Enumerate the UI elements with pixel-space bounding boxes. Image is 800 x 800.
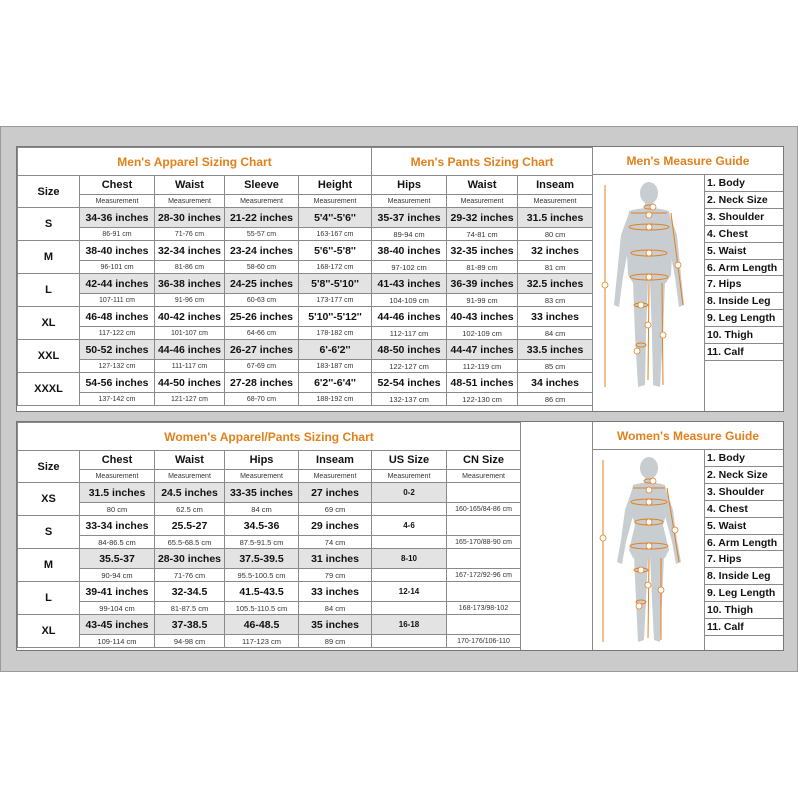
inch-value: 37-38.5 <box>155 615 225 635</box>
inch-value: 34-36 inches <box>80 208 155 228</box>
guide-item: 4. Chest <box>705 501 783 518</box>
inch-value: 36-38 inches <box>155 274 225 294</box>
guide-item: 2. Neck Size <box>705 467 783 484</box>
inch-value: 38-40 inches <box>372 241 447 261</box>
men-guide-title: Men's Measure Guide <box>592 147 783 175</box>
inch-value: 5'6''-5'8'' <box>299 241 372 261</box>
table-row <box>18 569 521 582</box>
size-label: XL <box>18 307 80 340</box>
size-label: XL <box>18 615 80 648</box>
column-header: Chest <box>80 451 155 470</box>
cn-size-value: 160-165/84-86 cm <box>447 503 521 516</box>
men-guide-list <box>705 175 783 411</box>
us-size-empty <box>372 635 447 648</box>
cm-value: 69 cm <box>299 503 372 516</box>
inch-value: 31.5 inches <box>518 208 593 228</box>
inch-value: 27 inches <box>299 483 372 503</box>
inch-value: 27-28 inches <box>225 373 299 393</box>
cm-value: 163-167 cm <box>299 228 372 241</box>
us-size-value: 12-14 <box>372 582 447 602</box>
cn-size-empty <box>447 483 521 503</box>
cm-value: 84 cm <box>518 327 593 340</box>
cm-value: 71-76 cm <box>155 569 225 582</box>
inch-value: 24.5 inches <box>155 483 225 503</box>
women-guide-figure-area <box>592 450 705 650</box>
inch-value: 44-50 inches <box>155 373 225 393</box>
cm-value: 102-109 cm <box>447 327 518 340</box>
column-header: US Size <box>372 451 447 470</box>
table-row <box>18 261 593 274</box>
guide-item: 1. Body <box>705 450 783 467</box>
size-label: XXXL <box>18 373 80 406</box>
table-row <box>18 294 593 307</box>
inch-value: 48-50 inches <box>372 340 447 360</box>
inch-value: 25.5-27 <box>155 516 225 536</box>
column-header: Waist <box>155 176 225 195</box>
size-label: M <box>18 549 80 582</box>
women-spacer <box>520 422 592 650</box>
men-apparel-title: Men's Apparel Sizing Chart <box>18 148 372 176</box>
cm-value: 122-127 cm <box>372 360 447 373</box>
cm-value: 79 cm <box>299 569 372 582</box>
table-row <box>18 549 521 569</box>
inch-value: 25-26 inches <box>225 307 299 327</box>
inch-value: 40-42 inches <box>155 307 225 327</box>
inch-value: 34 inches <box>518 373 593 393</box>
cn-size-empty <box>447 615 521 635</box>
men-panel <box>16 146 784 412</box>
inch-value: 35 inches <box>299 615 372 635</box>
cm-value: 117-122 cm <box>80 327 155 340</box>
table-row <box>18 602 521 615</box>
cm-value: 74-81 cm <box>447 228 518 241</box>
cn-size-value: 168-173/98-102 <box>447 602 521 615</box>
inch-value: 29 inches <box>299 516 372 536</box>
cm-value: 81-87.5 cm <box>155 602 225 615</box>
table-row <box>18 241 593 261</box>
cm-value: 105.5-110.5 cm <box>225 602 299 615</box>
cm-value: 83 cm <box>518 294 593 307</box>
inch-value: 6'2''-6'4'' <box>299 373 372 393</box>
guide-item: 7. Hips <box>705 551 783 568</box>
inch-value: 52-54 inches <box>372 373 447 393</box>
inch-value: 28-30 inches <box>155 549 225 569</box>
inch-value: 23-24 inches <box>225 241 299 261</box>
inch-value: 26-27 inches <box>225 340 299 360</box>
inch-value: 50-52 inches <box>80 340 155 360</box>
inch-value: 35.5-37 <box>80 549 155 569</box>
cm-value: 122-130 cm <box>447 393 518 406</box>
inch-value: 5'8''-5'10'' <box>299 274 372 294</box>
inch-value: 6'-6'2'' <box>299 340 372 360</box>
table-row <box>18 373 593 393</box>
cm-value: 81-86 cm <box>155 261 225 274</box>
column-header: CN Size <box>447 451 521 470</box>
guide-item: 6. Arm Length <box>705 260 783 277</box>
cn-size-empty <box>447 582 521 602</box>
guide-item: 4. Chest <box>705 226 783 243</box>
guide-item: 3. Shoulder <box>705 484 783 501</box>
guide-item: 7. Hips <box>705 276 783 293</box>
guide-item: 6. Arm Length <box>705 535 783 552</box>
column-header: Sleeve <box>225 176 299 195</box>
cm-value: 104-109 cm <box>372 294 447 307</box>
us-size-empty <box>372 602 447 615</box>
women-size-table <box>17 422 521 648</box>
measurement-label: Measurement <box>225 470 299 483</box>
cm-value: 84-86.5 cm <box>80 536 155 549</box>
inch-value: 54-56 inches <box>80 373 155 393</box>
inch-value: 44-47 inches <box>447 340 518 360</box>
guide-item: 5. Waist <box>705 243 783 260</box>
us-size-empty <box>372 536 447 549</box>
inch-value: 32-34.5 <box>155 582 225 602</box>
measurement-label: Measurement <box>80 470 155 483</box>
inch-value: 33-35 inches <box>225 483 299 503</box>
table-row <box>18 208 593 228</box>
table-row <box>18 503 521 516</box>
table-row <box>18 615 521 635</box>
inch-value: 41.5-43.5 <box>225 582 299 602</box>
inch-value: 33-34 inches <box>80 516 155 536</box>
guide-item: 11. Calf <box>705 344 783 361</box>
women-title: Women's Apparel/Pants Sizing Chart <box>18 423 521 451</box>
cm-value: 58-60 cm <box>225 261 299 274</box>
women-guide-list <box>705 450 783 650</box>
inch-value: 34.5-36 <box>225 516 299 536</box>
inch-value: 39-41 inches <box>80 582 155 602</box>
cm-value: 86-91 cm <box>80 228 155 241</box>
cm-value: 188-192 cm <box>299 393 372 406</box>
inch-value: 46-48 inches <box>80 307 155 327</box>
inch-value: 41-43 inches <box>372 274 447 294</box>
cm-value: 168-172 cm <box>299 261 372 274</box>
cn-size-value: 165-170/88-90 cm <box>447 536 521 549</box>
cm-value: 65.5-68.5 cm <box>155 536 225 549</box>
us-size-value: 16-18 <box>372 615 447 635</box>
cm-value: 111-117 cm <box>155 360 225 373</box>
inch-value: 37.5-39.5 <box>225 549 299 569</box>
cm-value: 84 cm <box>299 602 372 615</box>
cm-value: 89 cm <box>299 635 372 648</box>
inch-value: 31.5 inches <box>80 483 155 503</box>
cm-value: 95.5-100.5 cm <box>225 569 299 582</box>
inch-value: 44-46 inches <box>155 340 225 360</box>
us-size-empty <box>372 569 447 582</box>
cm-value: 183-187 cm <box>299 360 372 373</box>
men-guide-figure-area <box>592 175 705 411</box>
cm-value: 74 cm <box>299 536 372 549</box>
cm-value: 64-66 cm <box>225 327 299 340</box>
cm-value: 80 cm <box>80 503 155 516</box>
cm-value: 137-142 cm <box>80 393 155 406</box>
inch-value: 24-25 inches <box>225 274 299 294</box>
inch-value: 5'4''-5'6'' <box>299 208 372 228</box>
cm-value: 91-96 cm <box>155 294 225 307</box>
cn-size-empty <box>447 516 521 536</box>
cm-value: 87.5-91.5 cm <box>225 536 299 549</box>
inch-value: 33 inches <box>299 582 372 602</box>
cm-value: 112-117 cm <box>372 327 447 340</box>
inch-value: 32 inches <box>518 241 593 261</box>
measurement-label: Measurement <box>155 195 225 208</box>
cm-value: 81 cm <box>518 261 593 274</box>
column-header: Waist <box>447 176 518 195</box>
cm-value: 86 cm <box>518 393 593 406</box>
size-label: S <box>18 208 80 241</box>
us-size-value: 0-2 <box>372 483 447 503</box>
inch-value: 35-37 inches <box>372 208 447 228</box>
size-header: Size <box>18 451 80 483</box>
cm-value: 89-94 cm <box>372 228 447 241</box>
table-row <box>18 360 593 373</box>
measurement-label: Measurement <box>299 470 372 483</box>
us-size-empty <box>372 503 447 516</box>
guide-item: 11. Calf <box>705 619 783 636</box>
cm-value: 112-119 cm <box>447 360 518 373</box>
inch-value: 40-43 inches <box>447 307 518 327</box>
guide-item: 9. Leg Length <box>705 585 783 602</box>
measurement-label: Measurement <box>447 195 518 208</box>
inch-value: 32-35 inches <box>447 241 518 261</box>
table-row <box>18 307 593 327</box>
women-panel <box>16 421 784 651</box>
table-row <box>18 340 593 360</box>
cm-value: 117-123 cm <box>225 635 299 648</box>
cm-value: 85 cm <box>518 360 593 373</box>
us-size-value: 4-6 <box>372 516 447 536</box>
inch-value: 36-39 inches <box>447 274 518 294</box>
size-label: S <box>18 516 80 549</box>
measurement-label: Measurement <box>518 195 593 208</box>
table-row <box>18 483 521 503</box>
guide-item: 5. Waist <box>705 518 783 535</box>
column-header: Height <box>299 176 372 195</box>
cm-value: 80 cm <box>518 228 593 241</box>
male-body-figure <box>593 175 704 411</box>
size-label: XS <box>18 483 80 516</box>
size-label: L <box>18 582 80 615</box>
size-label: M <box>18 241 80 274</box>
cm-value: 60-63 cm <box>225 294 299 307</box>
cm-value: 84 cm <box>225 503 299 516</box>
inch-value: 48-51 inches <box>447 373 518 393</box>
cm-value: 94-98 cm <box>155 635 225 648</box>
us-size-value: 8-10 <box>372 549 447 569</box>
cn-size-empty <box>447 549 521 569</box>
cm-value: 107-111 cm <box>80 294 155 307</box>
inch-value: 32-34 inches <box>155 241 225 261</box>
size-header: Size <box>18 176 80 208</box>
cm-value: 62.5 cm <box>155 503 225 516</box>
inch-value: 42-44 inches <box>80 274 155 294</box>
women-guide-title: Women's Measure Guide <box>592 422 783 450</box>
measurement-label: Measurement <box>225 195 299 208</box>
cm-value: 127-132 cm <box>80 360 155 373</box>
column-header: Hips <box>225 451 299 470</box>
cm-value: 101-107 cm <box>155 327 225 340</box>
inch-value: 44-46 inches <box>372 307 447 327</box>
table-row <box>18 228 593 241</box>
column-header: Waist <box>155 451 225 470</box>
female-body-figure <box>593 450 704 650</box>
cm-value: 121-127 cm <box>155 393 225 406</box>
inch-value: 38-40 inches <box>80 241 155 261</box>
column-header: Inseam <box>518 176 593 195</box>
column-header: Chest <box>80 176 155 195</box>
inch-value: 28-30 inches <box>155 208 225 228</box>
guide-item: 9. Leg Length <box>705 310 783 327</box>
cm-value: 109-114 cm <box>80 635 155 648</box>
measurement-label: Measurement <box>372 470 447 483</box>
cm-value: 96-101 cm <box>80 261 155 274</box>
size-label: L <box>18 274 80 307</box>
table-row <box>18 536 521 549</box>
table-row <box>18 393 593 406</box>
guide-item: 1. Body <box>705 175 783 192</box>
cm-value: 99-104 cm <box>80 602 155 615</box>
column-header: Inseam <box>299 451 372 470</box>
men-pants-title: Men's Pants Sizing Chart <box>372 148 593 176</box>
measurement-label: Measurement <box>80 195 155 208</box>
measurement-label: Measurement <box>299 195 372 208</box>
cm-value: 132-137 cm <box>372 393 447 406</box>
inch-value: 43-45 inches <box>80 615 155 635</box>
table-row <box>18 635 521 648</box>
cm-value: 90-94 cm <box>80 569 155 582</box>
guide-item: 10. Thigh <box>705 602 783 619</box>
measurement-label: Measurement <box>372 195 447 208</box>
cm-value: 68-70 cm <box>225 393 299 406</box>
cm-value: 91-99 cm <box>447 294 518 307</box>
inch-value: 31 inches <box>299 549 372 569</box>
cm-value: 81-89 cm <box>447 261 518 274</box>
size-label: XXL <box>18 340 80 373</box>
measurement-label: Measurement <box>155 470 225 483</box>
inch-value: 32.5 inches <box>518 274 593 294</box>
inch-value: 21-22 inches <box>225 208 299 228</box>
guide-item: 10. Thigh <box>705 327 783 344</box>
guide-item: 3. Shoulder <box>705 209 783 226</box>
guide-item: 8. Inside Leg <box>705 568 783 585</box>
table-row <box>18 327 593 340</box>
inch-value: 5'10''-5'12'' <box>299 307 372 327</box>
cm-value: 67-69 cm <box>225 360 299 373</box>
column-header: Hips <box>372 176 447 195</box>
cm-value: 97-102 cm <box>372 261 447 274</box>
table-row <box>18 582 521 602</box>
inch-value: 33 inches <box>518 307 593 327</box>
cm-value: 71-76 cm <box>155 228 225 241</box>
cm-value: 178-182 cm <box>299 327 372 340</box>
inch-value: 33.5 inches <box>518 340 593 360</box>
measurement-label: Measurement <box>447 470 521 483</box>
table-row <box>18 274 593 294</box>
inch-value: 29-32 inches <box>447 208 518 228</box>
cm-value: 173-177 cm <box>299 294 372 307</box>
cn-size-value: 167-172/92-96 cm <box>447 569 521 582</box>
guide-item: 2. Neck Size <box>705 192 783 209</box>
guide-item: 8. Inside Leg <box>705 293 783 310</box>
table-row <box>18 516 521 536</box>
men-size-table <box>17 147 593 406</box>
cn-size-value: 170-176/106-110 <box>447 635 521 648</box>
cm-value: 55-57 cm <box>225 228 299 241</box>
inch-value: 46-48.5 <box>225 615 299 635</box>
